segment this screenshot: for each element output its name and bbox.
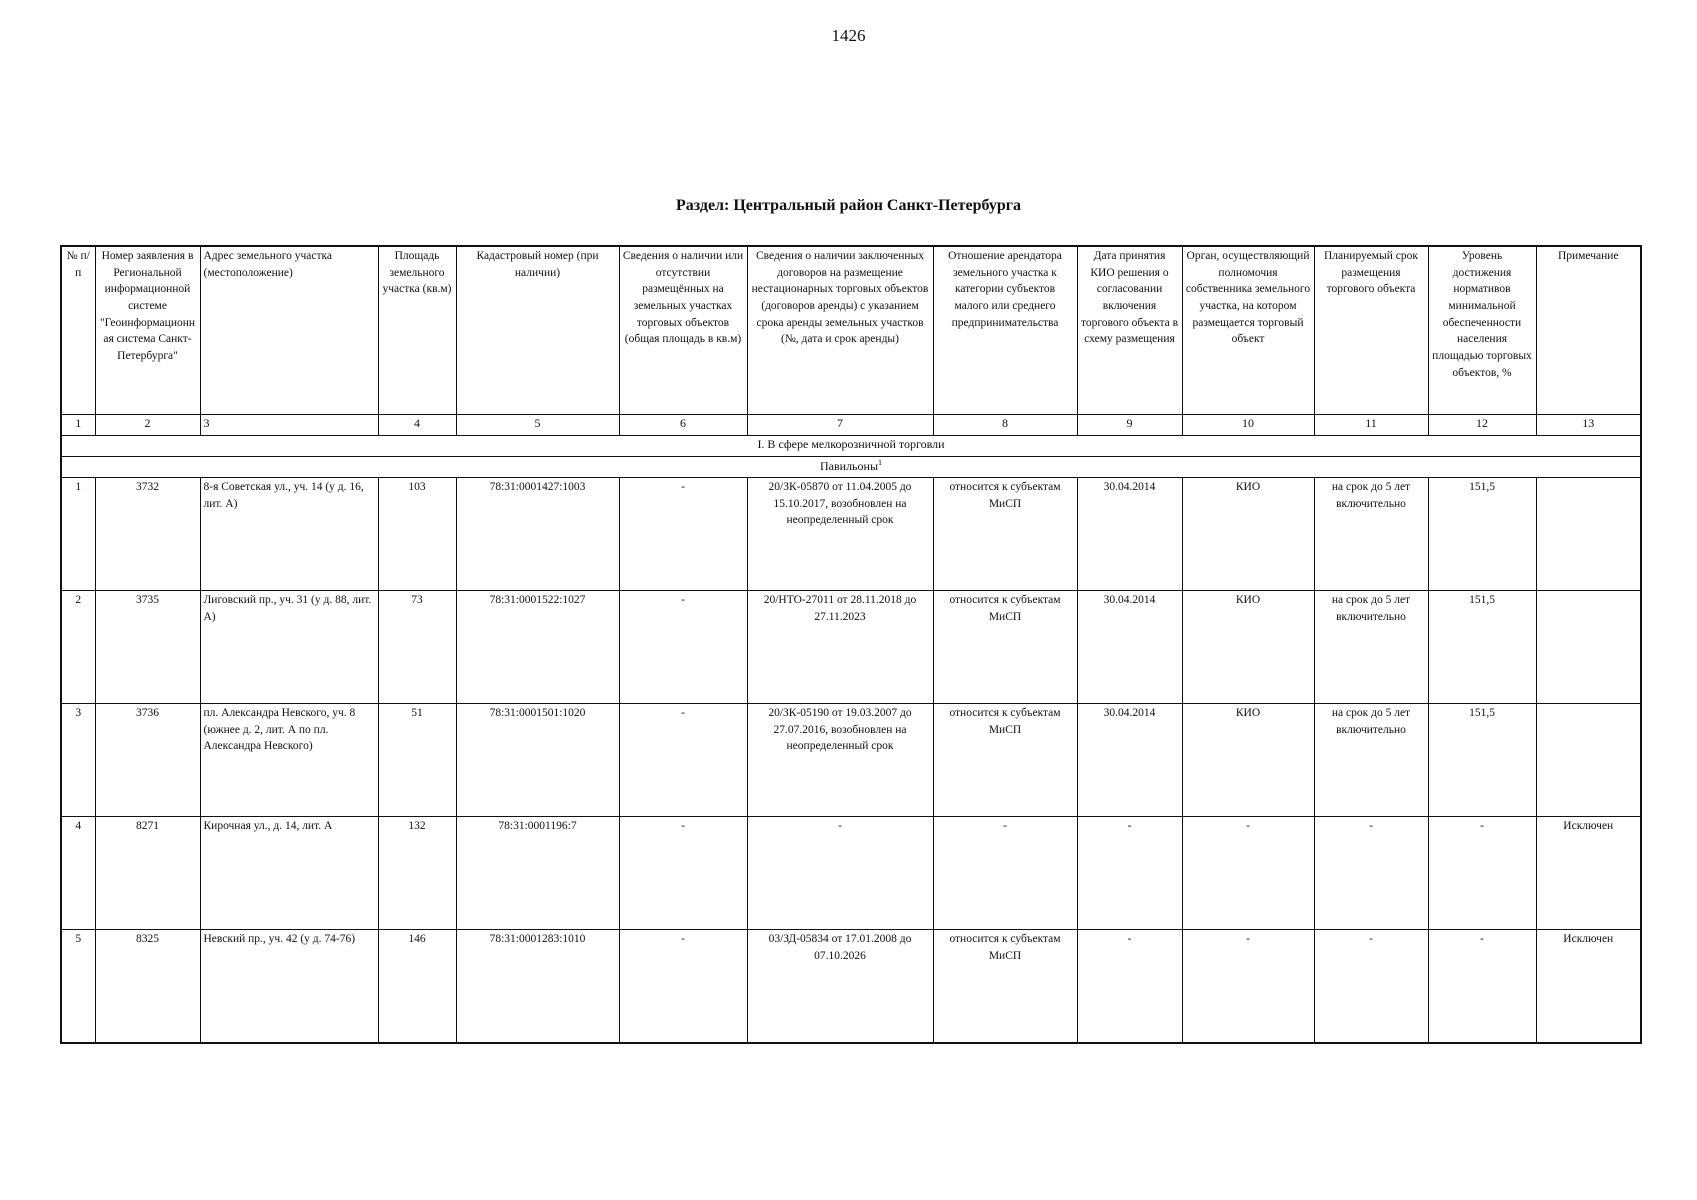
- cell-term: на срок до 5 лет включительно: [1314, 478, 1428, 591]
- cell-address: Невский пр., уч. 42 (у д. 74-76): [200, 930, 378, 1044]
- cell-level: -: [1428, 930, 1536, 1044]
- subsection-row: [61, 457, 1641, 478]
- cell-note: [1536, 704, 1641, 817]
- header-cell: Номер заявления в Региональной информационной системе "Геоинформационная система Санкт-Петербурга": [95, 246, 200, 415]
- cell-area: 103: [378, 478, 456, 591]
- column-number: 6: [619, 415, 747, 436]
- cell-note: [1536, 591, 1641, 704]
- header-cell: Планируемый срок размещения торгового объекта: [1314, 246, 1428, 415]
- header-cell: Сведения о наличии или отсутствии размещённых на земельных участках торговых объектов (общая площадь в кв.м): [619, 246, 747, 415]
- header-cell: Адрес земельного участка (местоположение): [200, 246, 378, 415]
- header-cell: Дата принятия КИО решения о согласовании включения торгового объекта в схему размещения: [1077, 246, 1182, 415]
- cell-existing-objects: -: [619, 817, 747, 930]
- cell-level: 151,5: [1428, 704, 1536, 817]
- register-table: [60, 245, 1642, 1044]
- cell-decision-date: 30.04.2014: [1077, 591, 1182, 704]
- cell-authority: -: [1182, 930, 1314, 1044]
- cell-cadastral: 78:31:0001283:1010: [456, 930, 619, 1044]
- column-number: 1: [61, 415, 95, 436]
- cell-decision-date: -: [1077, 930, 1182, 1044]
- cell-address: пл. Александра Невского, уч. 8 (южнее д. 2, лит. А по пл. Александра Невского): [200, 704, 378, 817]
- cell-cadastral: 78:31:0001522:1027: [456, 591, 619, 704]
- header-cell: № п/п: [61, 246, 95, 415]
- cell-address: Лиговский пр., уч. 31 (у д. 88, лит. А): [200, 591, 378, 704]
- cell-sme-status: относится к субъектам МиСП: [933, 478, 1077, 591]
- cell-area: 73: [378, 591, 456, 704]
- subsection-cell: [61, 457, 1641, 478]
- header-row: [61, 246, 1641, 415]
- cell-authority: КИО: [1182, 478, 1314, 591]
- cell-sme-status: относится к субъектам МиСП: [933, 591, 1077, 704]
- table-row: [61, 704, 1641, 817]
- section-label: I. В сфере мелкорозничной торговли: [61, 436, 1641, 457]
- cell-term: -: [1314, 817, 1428, 930]
- cell-authority: -: [1182, 817, 1314, 930]
- column-number: 9: [1077, 415, 1182, 436]
- cell-application: 3732: [95, 478, 200, 591]
- table-row: [61, 817, 1641, 930]
- header-cell: Примечание: [1536, 246, 1641, 415]
- cell-application: 3736: [95, 704, 200, 817]
- header-cell: Уровень достижения нормативов минимальной обеспеченности населения площадью торговых объектов, %: [1428, 246, 1536, 415]
- cell-contracts: 20/ЗК-05190 от 19.03.2007 до 27.07.2016, возобновлен на неопределенный срок: [747, 704, 933, 817]
- cell-existing-objects: -: [619, 591, 747, 704]
- table-row: [61, 478, 1641, 591]
- cell-authority: КИО: [1182, 704, 1314, 817]
- cell-application: 3735: [95, 591, 200, 704]
- cell-term: на срок до 5 лет включительно: [1314, 591, 1428, 704]
- cell-area: 132: [378, 817, 456, 930]
- cell-decision-date: 30.04.2014: [1077, 478, 1182, 591]
- section-row: [61, 436, 1641, 457]
- header-cell: Сведения о наличии заключенных договоров на размещение нестационарных торговых объектов (договоров аренды) с указанием срока аренды земельных участков (№, дата и срок аренды): [747, 246, 933, 415]
- cell-existing-objects: -: [619, 930, 747, 1044]
- column-number: 11: [1314, 415, 1428, 436]
- column-number: 5: [456, 415, 619, 436]
- column-number: 10: [1182, 415, 1314, 436]
- cell-contracts: 20/ЗК-05870 от 11.04.2005 до 15.10.2017, возобновлен на неопределенный срок: [747, 478, 933, 591]
- column-number: 3: [200, 415, 378, 436]
- column-number: 12: [1428, 415, 1536, 436]
- cell-sme-status: относится к субъектам МиСП: [933, 930, 1077, 1044]
- cell-existing-objects: -: [619, 704, 747, 817]
- header-cell: Кадастровый номер (при наличии): [456, 246, 619, 415]
- footnote-marker: 1: [878, 458, 883, 467]
- cell-decision-date: -: [1077, 817, 1182, 930]
- cell-cadastral: 78:31:0001427:1003: [456, 478, 619, 591]
- cell-address: Кирочная ул., д. 14, лит. А: [200, 817, 378, 930]
- cell-existing-objects: -: [619, 478, 747, 591]
- column-number: 7: [747, 415, 933, 436]
- cell-level: 151,5: [1428, 478, 1536, 591]
- table-row: [61, 591, 1641, 704]
- cell-level: -: [1428, 817, 1536, 930]
- header-cell: Отношение арендатора земельного участка к категории субъектов малого или среднего предпринимательства: [933, 246, 1077, 415]
- cell-note: [1536, 478, 1641, 591]
- cell-term: на срок до 5 лет включительно: [1314, 704, 1428, 817]
- cell-sme-status: относится к субъектам МиСП: [933, 704, 1077, 817]
- cell-note: Исключен: [1536, 930, 1641, 1044]
- header-cell: Орган, осуществляющий полномочия собственника земельного участка, на котором размещается торговый объект: [1182, 246, 1314, 415]
- cell-term: -: [1314, 930, 1428, 1044]
- cell-contracts: 03/ЗД-05834 от 17.01.2008 до 07.10.2026: [747, 930, 933, 1044]
- column-number: 4: [378, 415, 456, 436]
- header-cell: Площадь земельного участка (кв.м): [378, 246, 456, 415]
- cell-number: 5: [61, 930, 95, 1044]
- cell-cadastral: 78:31:0001196:7: [456, 817, 619, 930]
- cell-level: 151,5: [1428, 591, 1536, 704]
- cell-area: 146: [378, 930, 456, 1044]
- cell-address: 8-я Советская ул., уч. 14 (у д. 16, лит. А): [200, 478, 378, 591]
- column-number: 8: [933, 415, 1077, 436]
- cell-cadastral: 78:31:0001501:1020: [456, 704, 619, 817]
- subsection-label: Павильоны: [819, 459, 879, 473]
- column-number-row: [61, 415, 1641, 436]
- cell-area: 51: [378, 704, 456, 817]
- cell-contracts: 20/НТО-27011 от 28.11.2018 до 27.11.2023: [747, 591, 933, 704]
- cell-number: 1: [61, 478, 95, 591]
- cell-application: 8325: [95, 930, 200, 1044]
- cell-contracts: -: [747, 817, 933, 930]
- table-row: [61, 930, 1641, 1044]
- column-number: 13: [1536, 415, 1641, 436]
- cell-number: 2: [61, 591, 95, 704]
- cell-decision-date: 30.04.2014: [1077, 704, 1182, 817]
- cell-application: 8271: [95, 817, 200, 930]
- section-title: Раздел: Центральный район Санкт-Петербурга: [675, 197, 1022, 214]
- cell-note: Исключен: [1536, 817, 1641, 930]
- column-number: 2: [95, 415, 200, 436]
- page-number: 1426: [831, 26, 866, 45]
- cell-number: 4: [61, 817, 95, 930]
- cell-number: 3: [61, 704, 95, 817]
- cell-authority: КИО: [1182, 591, 1314, 704]
- cell-sme-status: -: [933, 817, 1077, 930]
